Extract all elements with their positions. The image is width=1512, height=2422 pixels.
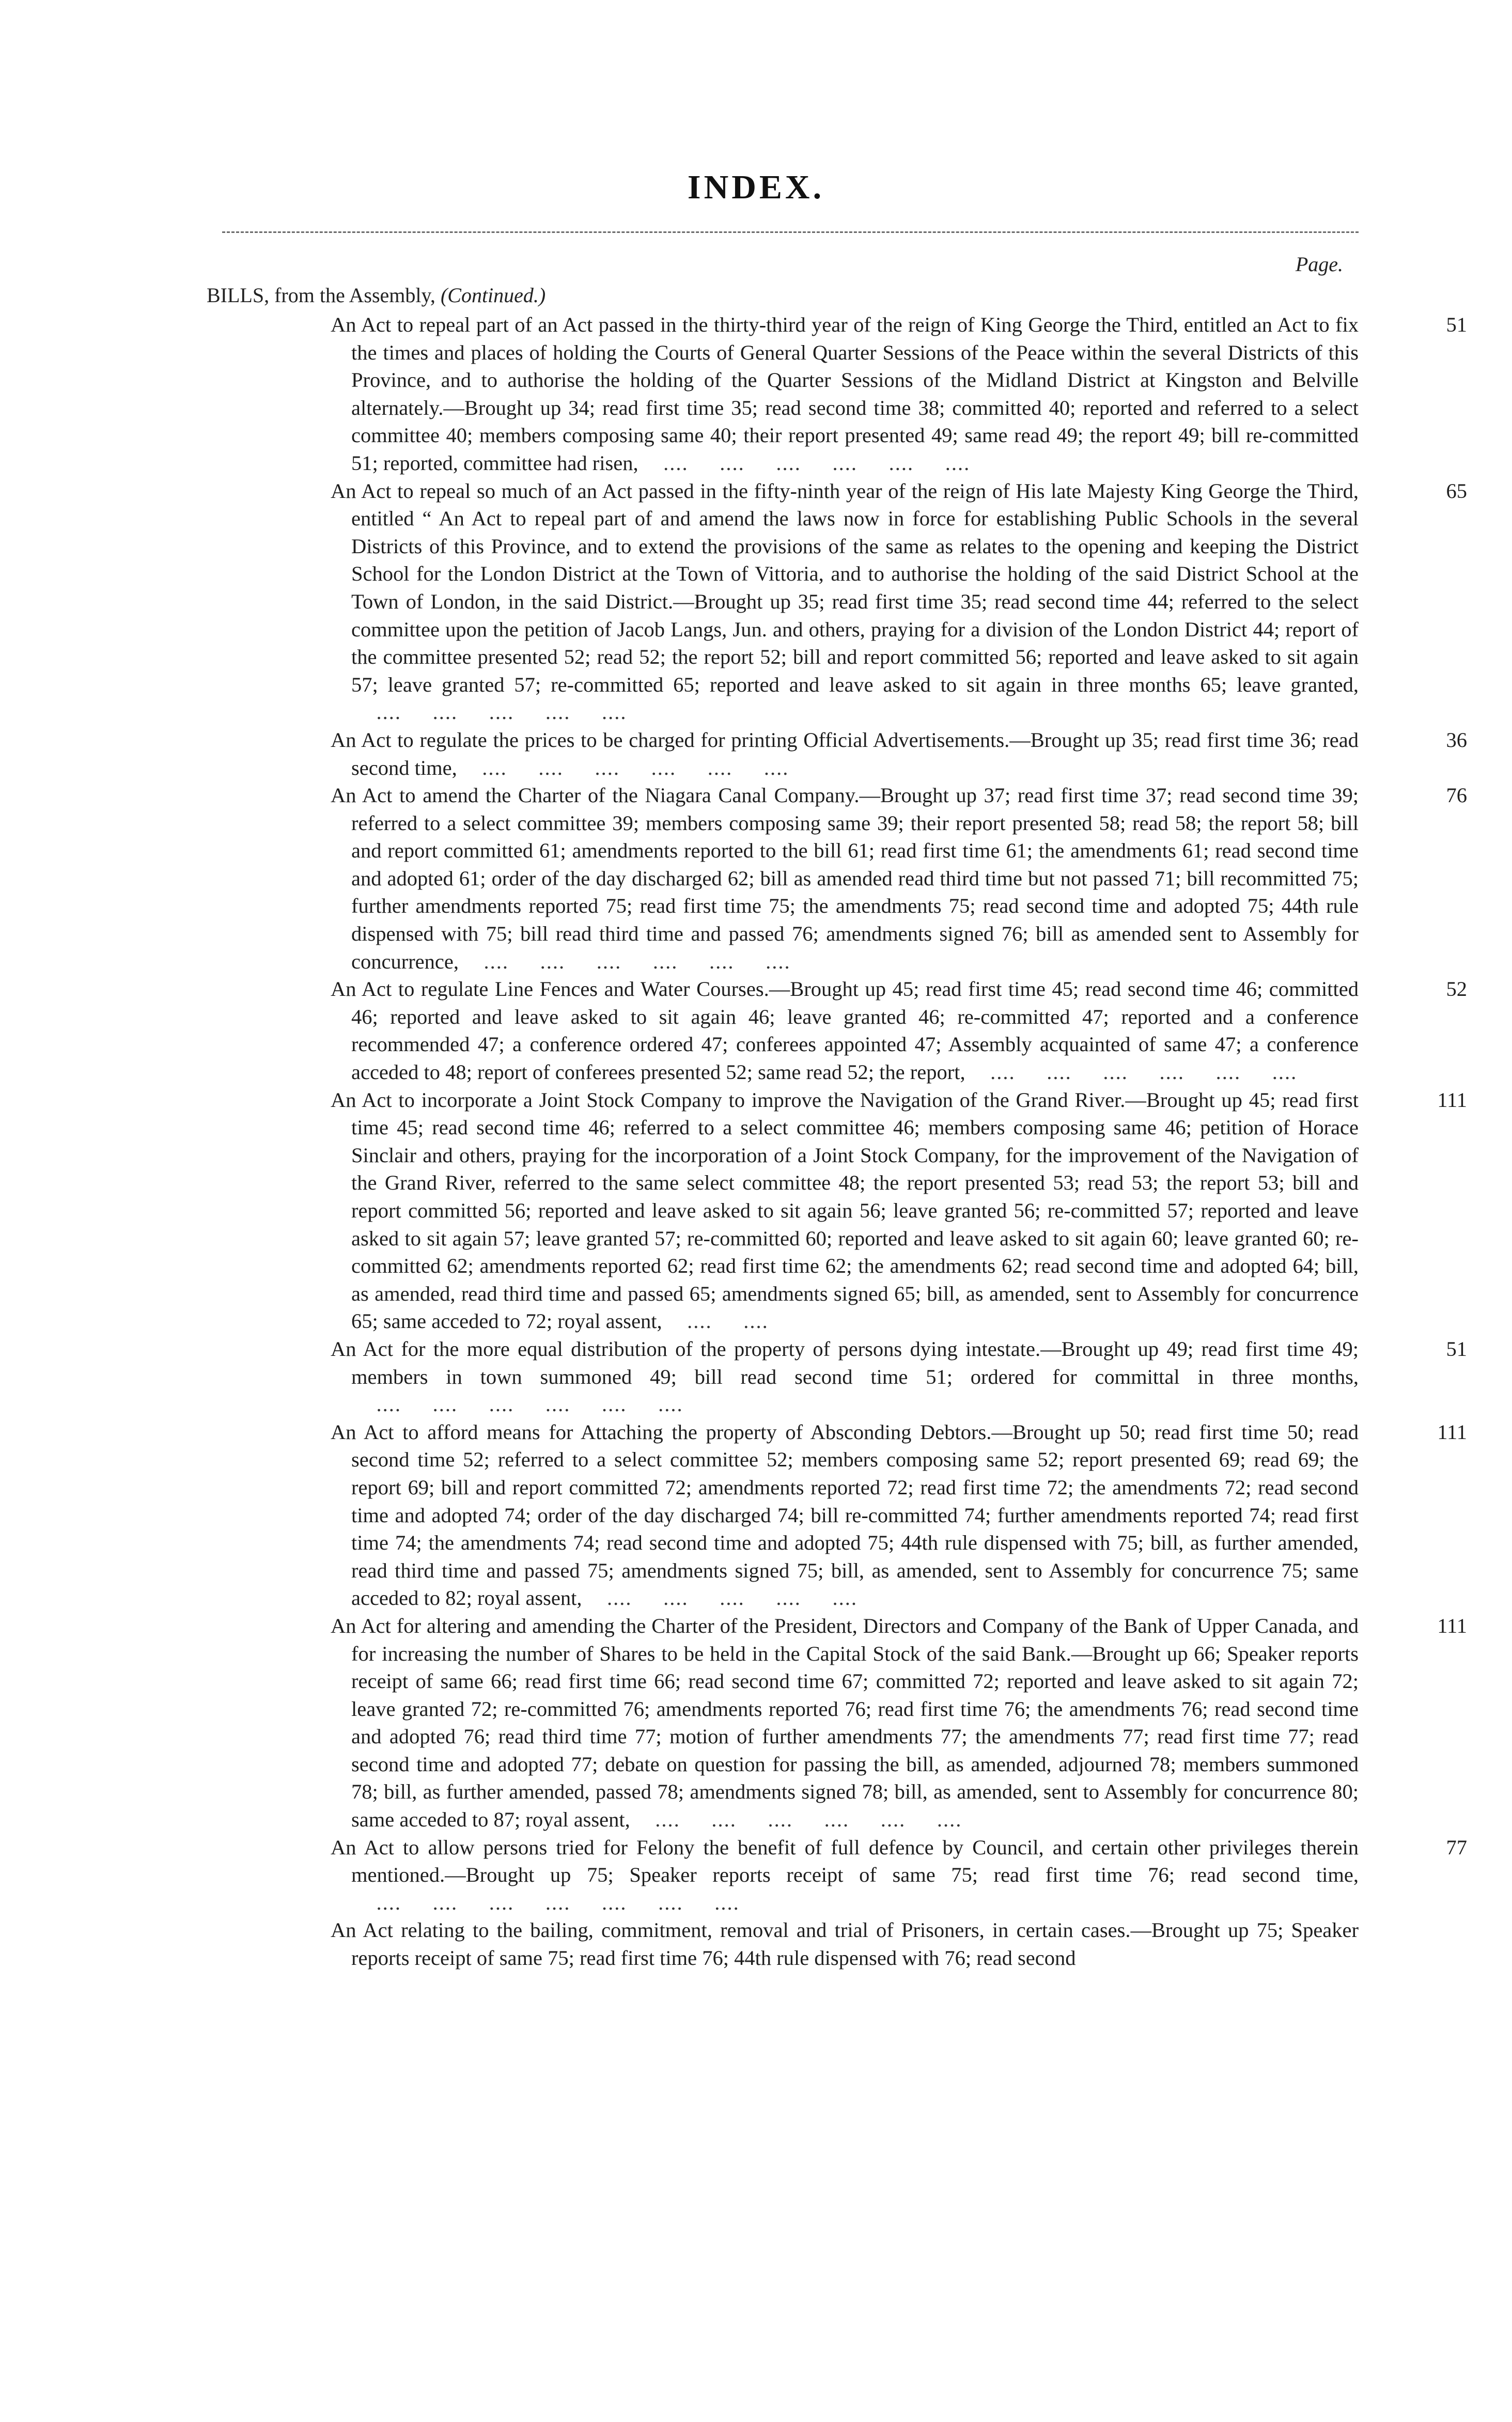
- entry-text: An Act to allow persons tried for Felony the benefit of full defence by Council, and certain other privileges therein mentioned.—Brought up 75; Speaker reports receipt of same 75; read first time 76; read second time,: [331, 1835, 1359, 1887]
- entry-text: An Act to repeal part of an Act passed in the thirty-third year of the reign of King George the Third, entitled an Act to fix the times and places of holding the Courts of General Quarter Sessions of the Peace within the several Districts of this Province, and to authorise the holding of the Quarter Sessions of the Midland District at Kingston and Belville alternately.—Brought up 34; read first time 35; read second time 38; committed 40; reported and referred to a select committee 40; members composing same 40; their report presented 49; same read 49; the report 49; bill re-committed 51; reported, committee had risen,: [331, 313, 1359, 475]
- entry-text: An Act relating to the bailing, commitment, removal and trial of Prisoners, in certain cases.—Brought up 75; Speaker reports receipt of same 75; read first time 76; 44th rule dispensed with 76; read second: [331, 1918, 1359, 1970]
- index-entry: [331, 311, 1467, 477]
- index-entry: [331, 1834, 1467, 1917]
- entry-page-number: 51: [1446, 313, 1467, 336]
- entry-text: An Act to afford means for Attaching the property of Absconding Debtors.—Brought up 50; read first time 50; read second time 52; referred to a select committee 52; members composing same 52; report presented 69; read 69; the report 69; bill and report committed 72; amendments reported 72; read first time 72; the amendments 72; read second time and adopted 74; order of the day discharged 74; bill re-committed 74; further amendments reported 74; read first time 74; the amendments 74; read second time and adopted 75; 44th rule dispensed with 75; bill, as further amended, read third time and passed 75; amendments signed 75; bill, as amended, sent to Assembly for concurrence 75; same acceded to 82; royal assent,: [331, 1420, 1359, 1610]
- leader-dots: .... .... .... .... .... ....: [351, 1393, 683, 1416]
- entry-text: An Act to repeal so much of an Act passed in the fifty-ninth year of the reign of His late Majesty King George the Third, entitled “ An Act to repeal part of and amend the laws now in force for establishing Public Schools in the several Districts of this Province, and to extend the provisions of the same as relates to the opening and keeping the District School for the London District at the Town of Vittoria, and to authorise the holding of the said District School at the Town of London, in the said District.—Brought up 35; read first time 35; read second time 44; referred to the select committee upon the petition of Jacob Langs, Jun. and others, praying for a division of the London District 44; report of the committee presented 52; read 52; the report 52; bill and report committed 56; reported and leave asked to sit again 57; leave granted 57; re-committed 65; reported and leave asked to sit again in three months 65; leave granted,: [331, 479, 1359, 696]
- index-entry: [331, 1335, 1467, 1418]
- entry-page-number: 36: [1446, 728, 1467, 752]
- title-rule: [222, 231, 1359, 233]
- entry-text: An Act to amend the Charter of the Niagara Canal Company.—Brought up 37; read first time 37; read second time 39; referred to a select committee 39; members composing same 39; their report presented 58; read 58; the report 58; bill and report committed 61; amendments reported to the bill 61; read first time 61; the amendments 61; read second time and adopted 61; order of the day discharged 62; bill as amended read third time but not passed 71; bill recommitted 75; further amendments reported 75; read first time 75; the amendments 75; read second time and adopted 75; 44th rule dispensed with 75; bill read third time and passed 76; amendments signed 76; bill as amended sent to Assembly for concurrence,: [331, 784, 1359, 973]
- index-entry: [331, 782, 1467, 975]
- leader-dots: .... .... .... .... .... ....: [457, 756, 789, 779]
- leader-dots: .... .... .... .... .... ....: [630, 1808, 962, 1832]
- entry-page-number: 65: [1446, 479, 1467, 503]
- leader-dots: .... .... .... .... .... .... ....: [351, 1890, 740, 1914]
- index-entry: [331, 477, 1467, 726]
- index-entry: [331, 1418, 1467, 1612]
- entry-page-number: 111: [1437, 1088, 1467, 1112]
- page-title: INDEX.: [687, 168, 825, 206]
- leader-dots: .... .... .... .... ....: [351, 700, 627, 724]
- leader-dots: .... .... .... .... .... ....: [458, 949, 791, 973]
- leader-dots: .... .... .... .... .... ....: [638, 451, 971, 475]
- entry-text: An Act to incorporate a Joint Stock Company to improve the Navigation of the Grand River.—Brought up 45; read first time 45; read second time 46; referred to a select committee 46; members composing same 46; petition of Horace Sinclair and others, praying for the incorporation of a Joint Stock Company, for the improvement of the Navigation of the Grand River, referred to the same select committee 48; the report presented 53; read 53; the report 53; bill and report committed 56; reported and leave asked to sit again 56; leave granted 56; re-committed 57; reported and leave asked to sit again 57; leave granted 57; re-committed 60; reported and leave asked to sit again 60; leave granted 60; re-committed 62; amendments reported 62; read first time 62; the amendments 62; read second time and adopted 64; bill, as amended, read third time and passed 65; amendments signed 65; bill, as amended, sent to Assembly for concurrence 65; same acceded to 72; royal assent,: [331, 1088, 1359, 1333]
- page-column-label: Page.: [1295, 253, 1343, 276]
- index-entry: [331, 726, 1467, 782]
- entry-text: An Act to regulate Line Fences and Water Courses.—Brought up 45; read first time 45; read second time 46; committed 46; reported and leave asked to sit again 46; leave granted 46; re-committed 47; reported and a conference recommended 47; a conference ordered 47; conferees appointed 47; Assembly acquainted of same 47; a conference acceded to 48; report of conferees presented 52; same read 52; the report,: [331, 977, 1359, 1084]
- leader-dots: .... .... .... .... .... ....: [965, 1060, 1298, 1084]
- index-entry: [331, 1916, 1359, 1972]
- entry-text: An Act for altering and amending the Charter of the President, Directors and Company of the Bank of Upper Canada, and for increasing the number of Shares to be held in the Capital Stock of the said Bank.—Brought up 66; Speaker reports receipt of same 66; read first time 66; read second time 67; committed 72; reported and leave asked to sit again 72; leave granted 72; re-committed 76; amendments reported 76; read first time 76; the amendments 76; read second time and adopted 76; read third time 77; motion of further amendments 77; the amendments 77; read first time 77; read second time and adopted 77; debate on question for passing the bill, as amended, adjourned 78; members summoned 78; bill, as further amended, passed 78; amendments signed 78; bill, as amended, sent to Assembly for concurrence 80; same acceded to 87; royal assent,: [331, 1614, 1359, 1832]
- entry-page-number: 76: [1446, 784, 1467, 807]
- index-entries: [331, 311, 1467, 1972]
- leader-dots: .... .... .... .... ....: [582, 1586, 858, 1610]
- index-entry: [331, 975, 1467, 1086]
- index-entry: [331, 1086, 1467, 1335]
- entry-text: An Act for the more equal distribution of the property of persons dying intestate.—Brought up 49; read first time 49; members in town summoned 49; bill read second time 51; ordered for committal in three months,: [331, 1337, 1359, 1388]
- section-heading: [207, 283, 545, 307]
- entry-page-number: 111: [1437, 1614, 1467, 1637]
- entry-text: An Act to regulate the prices to be charged for printing Official Advertisements.—Brought up 35; read first time 36; read second time,: [331, 728, 1359, 779]
- entry-page-number: 111: [1437, 1420, 1467, 1444]
- leader-dots: .... ....: [662, 1309, 769, 1333]
- entry-page-number: 77: [1446, 1835, 1467, 1859]
- entry-page-number: 52: [1446, 977, 1467, 1001]
- entry-page-number: 51: [1446, 1337, 1467, 1361]
- index-entry: [331, 1612, 1467, 1834]
- section-heading-text: BILLS, from the Assembly,: [207, 284, 435, 307]
- section-continued-label: (Continued.): [440, 284, 546, 307]
